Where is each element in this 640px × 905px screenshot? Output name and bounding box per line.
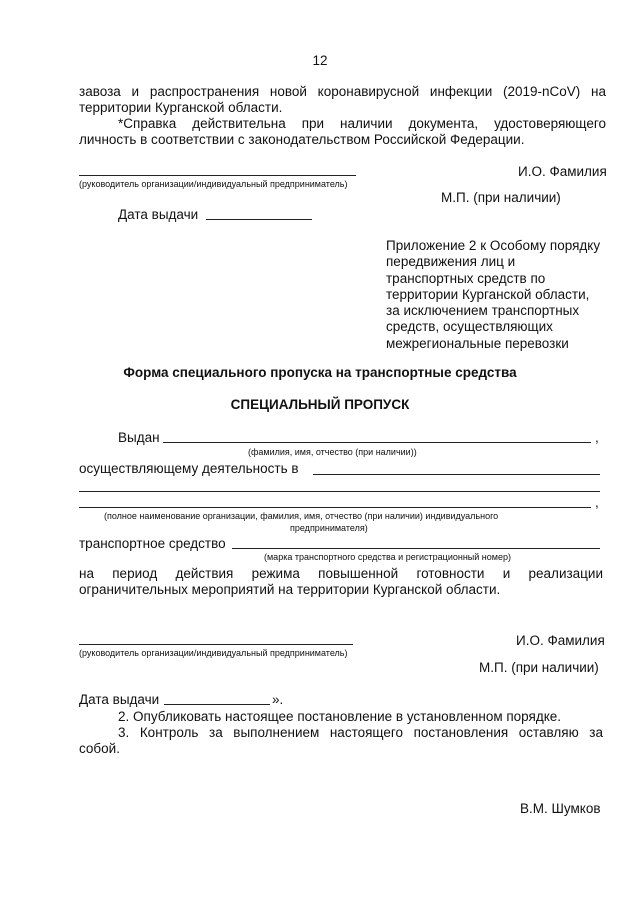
issued-label: Выдан	[118, 430, 160, 445]
vehicle-line	[232, 548, 600, 549]
activity-line-2	[79, 491, 600, 492]
fio-comma: ,	[595, 430, 599, 445]
pass-title: СПЕЦИАЛЬНЫЙ ПРОПУСК	[230, 397, 410, 412]
org-hint-1: (полное наименование организации, фамилия, имя, отчество (при наличии) индивидуального	[104, 511, 499, 521]
intro-line-1: завоза и распространения новой коронавирусной инфекции (2019-nCoV) на	[79, 84, 606, 99]
closing-item-2: 2. Опубликовать настоящее постановление в установленном порядке.	[118, 709, 562, 724]
page-number: 12	[312, 53, 328, 68]
activity-comma: ,	[595, 495, 599, 510]
issue-date-line-2	[164, 704, 270, 705]
signatory: В.М. Шумков	[520, 801, 601, 816]
intro-line-2: территории Курганской области.	[79, 100, 283, 115]
activity-label: осуществляющему деятельность в	[79, 461, 299, 476]
signature-line-2	[79, 644, 353, 645]
signer-name-1: И.О. Фамилия	[518, 164, 607, 179]
issue-date-line-1	[206, 219, 312, 220]
issue-date-end: ».	[272, 692, 284, 707]
note-line-1: *Справка действительна при наличии документа, удостоверяющего	[118, 116, 606, 131]
appendix-line: межрегиональные перевозки	[386, 335, 569, 351]
activity-line-3	[79, 507, 591, 508]
closing-item-3-line-1: 3. Контроль за выполнением настоящего постановления оставляю за	[118, 725, 603, 740]
seal-note-2: М.П. (при наличии)	[479, 660, 599, 675]
signer-name-2: И.О. Фамилия	[516, 633, 605, 648]
vehicle-label: транспортное средство	[79, 536, 226, 551]
vehicle-hint: (марка транспортного средства и регистрационный номер)	[264, 552, 511, 562]
issue-date-label-1: Дата выдачи	[118, 207, 199, 222]
appendix-line: передвижения лиц и	[386, 254, 516, 270]
fio-line	[163, 442, 591, 443]
appendix-line: Приложение 2 к Особому порядку	[386, 238, 601, 253]
signer-role-2: (руководитель организации/индивидуальный предприниматель)	[79, 648, 348, 658]
appendix-line: средств, осуществляющих	[386, 319, 553, 335]
org-hint-2: предпринимателя)	[290, 523, 368, 533]
seal-note-1: М.П. (при наличии)	[441, 190, 561, 205]
period-line-2: ограничительных мероприятий на территории Курганской области.	[79, 582, 501, 597]
period-line-1: на период действия режима повышенной готовности и реализации	[79, 566, 603, 581]
signer-role-1: (руководитель организации/индивидуальный предприниматель)	[79, 179, 348, 189]
fio-hint: (фамилия, имя, отчество (при наличии))	[248, 447, 417, 457]
appendix-line: территории Курганской области,	[386, 286, 590, 302]
form-title: Форма специального пропуска на транспортные средства	[123, 365, 517, 380]
appendix-block	[386, 238, 600, 352]
appendix-line: транспортных средств по	[386, 270, 546, 286]
issue-date-label-2: Дата выдачи	[79, 692, 160, 707]
appendix-line: за исключением транспортных	[386, 303, 580, 319]
activity-line-1	[313, 474, 600, 475]
signature-line-1	[79, 175, 356, 176]
closing-item-3-line-2: собой.	[79, 741, 120, 756]
note-line-2: личность в соответствии с законодательством Российской Федерации.	[79, 132, 525, 147]
